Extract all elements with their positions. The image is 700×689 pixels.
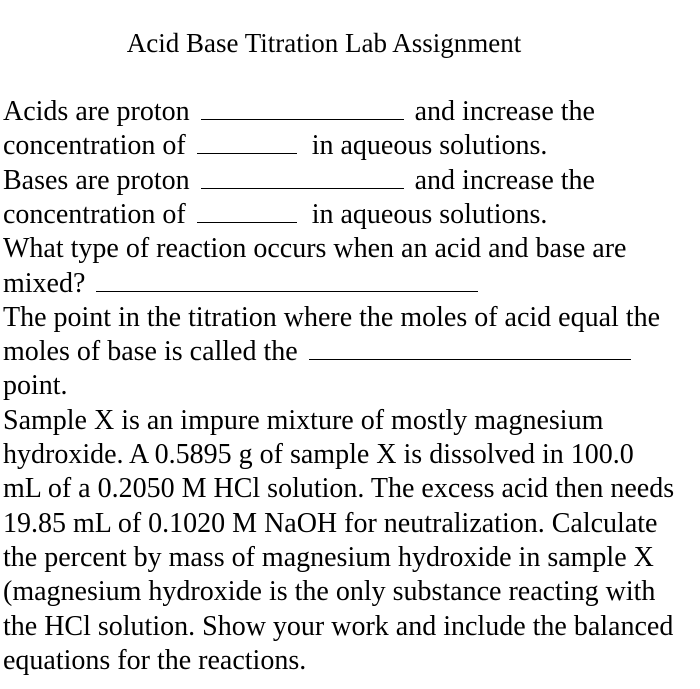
q4-line-1: The point in the titration where the moles of acid equal the: [3, 302, 661, 333]
q3-line-1: What type of reaction occurs when an acid and base are: [3, 233, 627, 264]
page-title: Acid Base Titration Lab Assignment: [126, 28, 522, 58]
q5-line: mL of a 0.2050 M HCl solution. The excess acid then needs: [3, 473, 675, 504]
q4-line-3: point.: [3, 370, 68, 401]
q2-blank-ion: [197, 198, 297, 223]
q1-text-end: and increase the: [414, 96, 595, 127]
q2-line-2: [3, 198, 547, 232]
q5-line: Sample X is an impure mixture of mostly magnesium: [3, 405, 604, 436]
q1-concentration-label: concentration of: [3, 130, 186, 161]
q4-line-2: [3, 335, 631, 369]
q1-line-1: [3, 95, 595, 129]
q4-called-label: moles of base is called the: [3, 336, 298, 367]
q5-line: 19.85 mL of 0.1020 M NaOH for neutralization. Calculate: [3, 508, 658, 539]
q1-blank-ion: [197, 129, 297, 154]
q3-line-2: [3, 267, 478, 301]
q2-concentration-label: concentration of: [3, 199, 186, 230]
q2-text-end: and increase the: [414, 165, 595, 196]
q2-aqueous-text: in aqueous solutions.: [311, 199, 548, 230]
q1-text-start: Acids are proton: [3, 96, 190, 127]
q1-line-2: [3, 129, 547, 163]
q3-blank-reaction-type: [96, 267, 478, 292]
q1-blank-proton: [201, 95, 404, 120]
q4-blank-point-name: [309, 335, 631, 360]
q5-line: the HCl solution. Show your work and include the balanced: [3, 611, 674, 642]
q5-line: (magnesium hydroxide is the only substance reacting with: [3, 576, 656, 607]
q5-line: equations for the reactions.: [3, 645, 307, 676]
q5-line: the percent by mass of magnesium hydroxide in sample X: [3, 542, 654, 573]
q2-line-1: [3, 164, 595, 198]
q3-mixed-label: mixed?: [3, 268, 86, 299]
q2-text-start: Bases are proton: [3, 165, 190, 196]
q1-aqueous-text: in aqueous solutions.: [311, 130, 548, 161]
q2-blank-proton: [201, 164, 404, 189]
q5-line: hydroxide. A 0.5895 g of sample X is dissolved in 100.0: [3, 439, 634, 470]
